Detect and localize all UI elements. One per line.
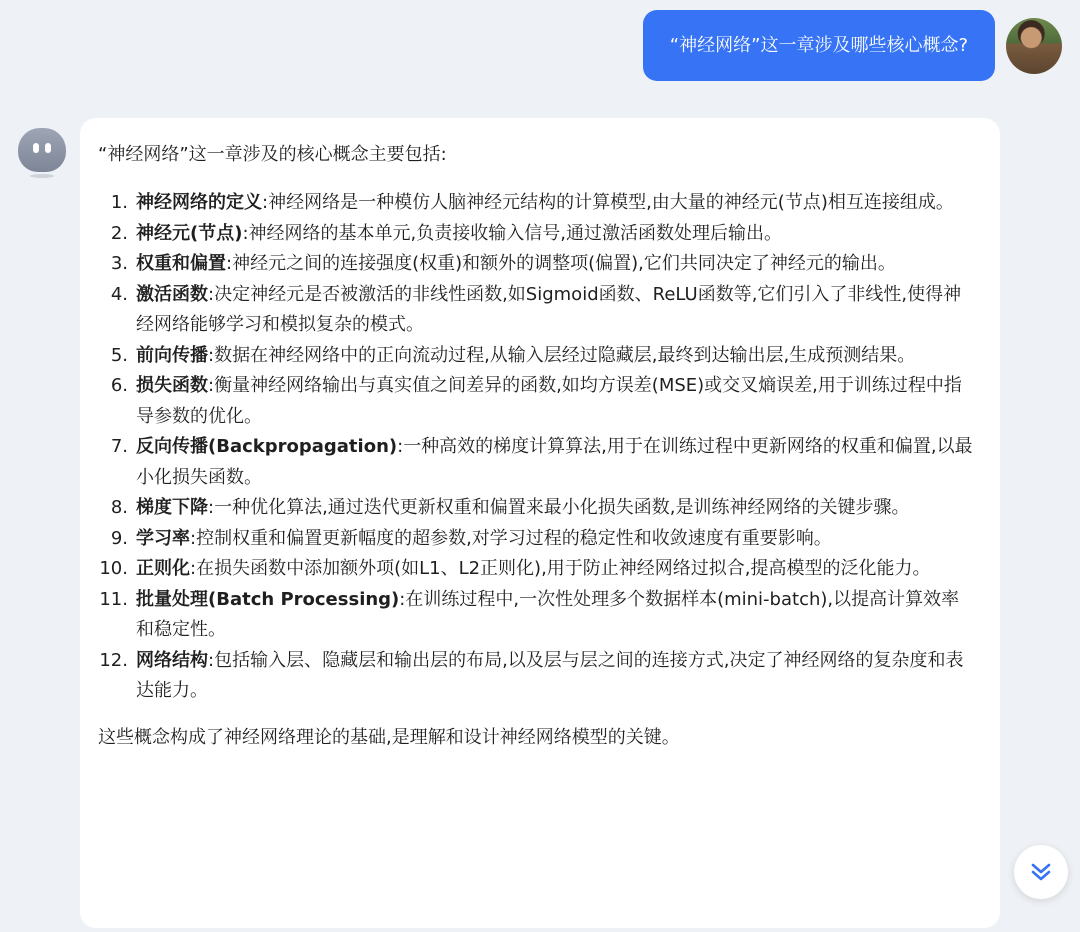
bot-avatar-icon bbox=[18, 128, 66, 180]
concept-item bbox=[98, 524, 982, 555]
concept-item-description: 一种优化算法,通过迭代更新权重和偏置来最小化损失函数,是训练神经网络的关键步骤。 bbox=[214, 497, 910, 518]
concept-list bbox=[98, 188, 982, 707]
concept-item-term: 学习率 bbox=[136, 527, 190, 549]
concept-item-description: 在损失函数中添加额外项(如L1、L2正则化),用于防止神经网络过拟合,提高模型的泛化能力。 bbox=[196, 558, 931, 579]
concept-item-description: 一种高效的梯度计算算法,用于在训练过程中更新网络的权重和偏置,以最小化损失函数。 bbox=[136, 436, 973, 488]
concept-item bbox=[98, 371, 982, 432]
concept-item bbox=[98, 432, 982, 493]
user-avatar[interactable] bbox=[1006, 18, 1062, 74]
concept-item-term: 激活函数 bbox=[136, 283, 208, 305]
bot-head bbox=[18, 128, 66, 172]
concept-item-number: 5. bbox=[110, 344, 128, 366]
concept-item-number: 4. bbox=[110, 283, 128, 305]
concept-item-separator: : bbox=[190, 558, 197, 579]
concept-item-separator: : bbox=[242, 222, 249, 244]
concept-item-term: 损失函数 bbox=[136, 375, 208, 396]
concept-item-description: 神经网络的基本单元,负责接收输入信号,通过激活函数处理后输出。 bbox=[248, 222, 782, 244]
concept-item-separator: : bbox=[208, 283, 215, 305]
user-message-bubble: “神经网络”这一章涉及哪些核心概念? bbox=[643, 10, 995, 81]
concept-item-description: 在训练过程中,一次性处理多个数据样本(mini-batch),以提高计算效率和稳定性。 bbox=[136, 588, 960, 640]
concept-item-separator: : bbox=[208, 497, 215, 518]
concept-item-separator: : bbox=[226, 253, 233, 274]
concept-item bbox=[98, 554, 982, 585]
bot-eye-left bbox=[33, 143, 39, 153]
concept-item-number: 8. bbox=[110, 497, 128, 518]
concept-item-number: 1. bbox=[110, 192, 128, 213]
concept-item-description: 神经元之间的连接强度(权重)和额外的调整项(偏置),它们共同决定了神经元的输出。 bbox=[232, 253, 896, 274]
concept-item-description: 控制权重和偏置更新幅度的超参数,对学习过程的稳定性和收敛速度有重要影响。 bbox=[196, 527, 832, 549]
concept-item-separator: : bbox=[208, 375, 215, 396]
concept-item-number: 6. bbox=[110, 375, 128, 396]
concept-item-description: 神经网络是一种模仿人脑神经元结构的计算模型,由大量的神经元(节点)相互连接组成。 bbox=[268, 192, 954, 213]
concept-item bbox=[98, 646, 982, 707]
concept-item-description: 包括输入层、隐藏层和输出层的布局,以及层与层之间的连接方式,决定了神经网络的复杂度和表达能力。 bbox=[136, 649, 964, 701]
concept-item-term: 梯度下降 bbox=[136, 497, 208, 518]
concept-item-number: 12. bbox=[99, 649, 128, 671]
concept-item bbox=[98, 341, 982, 372]
concept-item bbox=[98, 280, 982, 341]
double-chevron-down-icon bbox=[1028, 859, 1054, 885]
concept-item-term: 权重和偏置 bbox=[136, 253, 226, 274]
concept-item-description: 衡量神经网络输出与真实值之间差异的函数,如均方误差(MSE)或交叉熵误差,用于训练过程中指导参数的优化。 bbox=[136, 375, 962, 427]
concept-item-description: 数据在神经网络中的正向流动过程,从输入层经过隐藏层,最终到达输出层,生成预测结果。 bbox=[214, 344, 916, 366]
concept-item-separator: : bbox=[208, 649, 215, 671]
concept-item-number: 7. bbox=[110, 436, 128, 457]
concept-item-term: 前向传播 bbox=[136, 344, 208, 366]
concept-item bbox=[98, 219, 982, 250]
bot-shadow bbox=[30, 174, 54, 178]
answer-intro: “神经网络”这一章涉及的核心概念主要包括: bbox=[98, 144, 447, 165]
concept-item-number: 10. bbox=[99, 558, 128, 579]
concept-item bbox=[98, 249, 982, 280]
concept-item-number: 9. bbox=[110, 527, 128, 549]
assistant-answer-card bbox=[80, 118, 1000, 928]
concept-item-term: 神经元(节点) bbox=[136, 222, 243, 244]
concept-item-separator: : bbox=[397, 436, 404, 457]
concept-item bbox=[98, 585, 982, 646]
concept-item-term: 正则化 bbox=[136, 558, 190, 579]
concept-item-separator: : bbox=[262, 192, 269, 213]
concept-item-separator: : bbox=[399, 588, 406, 610]
answer-outro: 这些概念构成了神经网络理论的基础,是理解和设计神经网络模型的关键。 bbox=[98, 726, 680, 748]
concept-item-number: 2. bbox=[110, 222, 128, 244]
concept-item-separator: : bbox=[190, 527, 197, 549]
concept-item bbox=[98, 188, 982, 219]
scroll-down-button[interactable] bbox=[1014, 845, 1068, 899]
concept-item-term: 网络结构 bbox=[136, 649, 208, 671]
concept-item-term: 神经网络的定义 bbox=[136, 192, 262, 213]
concept-item-term: 批量处理(Batch Processing) bbox=[136, 588, 400, 610]
user-message-row bbox=[643, 10, 1062, 81]
bot-eye-right bbox=[45, 143, 51, 153]
concept-item bbox=[98, 493, 982, 524]
concept-item-term: 反向传播(Backpropagation) bbox=[136, 436, 398, 457]
concept-item-separator: : bbox=[208, 344, 215, 366]
concept-item-description: 决定神经元是否被激活的非线性函数,如Sigmoid函数、ReLU函数等,它们引入了非线性,使得神经网络能够学习和模拟复杂的模式。 bbox=[136, 283, 962, 335]
concept-item-number: 3. bbox=[110, 253, 128, 274]
concept-item-number: 11. bbox=[99, 588, 128, 610]
